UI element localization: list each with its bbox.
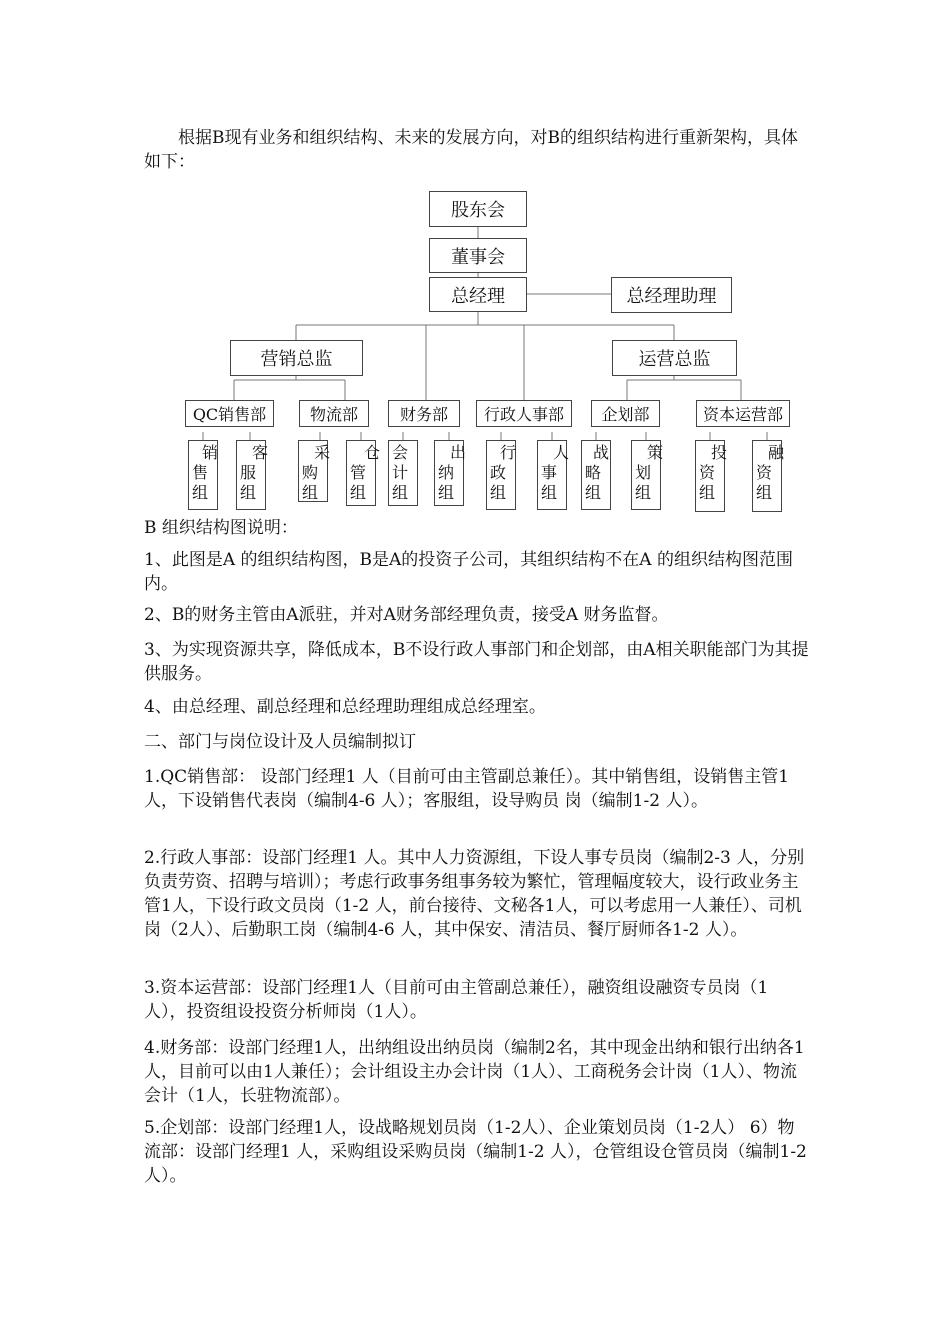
note-2: 2、B的财务主管由A派驻，并对A财务部经理负责，接受A 财务监督。	[144, 605, 669, 625]
group-hr: 人 事 组	[537, 440, 567, 510]
intro-paragraph: 根据B现有业务和组织结构、未来的发展方向，对B的组织结构进行重新架构，具体如下：	[144, 128, 798, 172]
note-1: 1、此图是A 的组织结构图，B是A的投资子公司，其组织结构不在A 的组织结构图范围内。	[144, 550, 793, 594]
gm-assistant-box: 总经理助理	[611, 277, 732, 313]
dept-logistics: 物流部	[299, 400, 369, 427]
group-finance: 融 资 组	[752, 440, 782, 512]
section2-item-2: 2.行政人事部：设部门经理1 人。其中人力资源组，下设人事专员岗（编制2-3 人，分别负责劳资、招聘与培训）；考虑行政事务组事务较为繁忙，管理幅度较大，设行政业务主管1人，下设行政文员岗（1-2 人，前台接待、文秘各1人，可以考虑用一人兼任）、司机岗（2人）、后勤职工岗（编制4-6 人，其中保安、清洁员、餐厅厨师各1-2 人）。	[144, 848, 805, 940]
shareholders-box: 股东会	[429, 191, 527, 227]
group-invest: 投 资 组	[695, 440, 725, 512]
group-admin: 行 政 组	[486, 440, 516, 510]
dept-planning: 企划部	[591, 400, 660, 427]
group-warehouse: 仓 管 组	[346, 440, 376, 506]
dept-admin-hr: 行政人事部	[476, 400, 572, 427]
group-sales: 销 售 组	[188, 440, 218, 510]
section2-item-3: 3.资本运营部：设部门经理1人（目前可由主管副总兼任），融资组设融资专员岗（1人），投资组设投资分析师岗（1人）。	[144, 978, 769, 1022]
group-plan: 策 划 组	[631, 440, 661, 510]
board-box: 董事会	[429, 238, 527, 273]
section2-item-5: 5.企划部：设部门经理1人，设战略规划员岗（1-2人）、企业策划员岗（1-2人） 6）物流部：设部门经理1 人，采购组设采购员岗（编制1-2 人），仓管组设仓管员岗（编制1-2人）。	[144, 1118, 807, 1186]
operations-director-box: 运营总监	[612, 340, 737, 376]
section2-item-1: 1.QC销售部： 设部门经理1 人（目前可由主管副总兼任）。其中销售组，设销售主管1 人，下设销售代表岗（编制4-6 人）；客服组，设导购员 岗（编制1-2 人）。	[144, 767, 790, 811]
marketing-director-box: 营销总监	[230, 340, 363, 376]
group-purchase: 采 购 组	[298, 440, 328, 502]
note-3: 3、为实现资源共享，降低成本，B不设行政人事部门和企划部，由A相关职能部门为其提供服务。	[144, 640, 809, 684]
general-manager-box: 总经理	[429, 277, 527, 312]
org-chart	[0, 0, 950, 520]
dept-qc-sales: QC销售部	[185, 400, 274, 427]
group-service: 客 服 组	[236, 440, 266, 510]
section2-title: 二、部门与岗位设计及人员编制拟订	[144, 732, 416, 752]
notes-title: B 组织结构图说明：	[144, 518, 298, 538]
group-accounting: 会 计 组	[388, 440, 418, 506]
dept-capital: 资本运营部	[696, 400, 790, 427]
note-4: 4、由总经理、副总经理和总经理助理组成总经理室。	[144, 697, 546, 717]
dept-finance: 财务部	[388, 400, 460, 427]
group-cashier: 出 纳 组	[434, 440, 464, 506]
group-strategy: 战 略 组	[581, 440, 611, 510]
section2-item-4: 4.财务部：设部门经理1人，出纳组设出纳员岗（编制2名，其中现金出纳和银行出纳各1人，目前可以由1人兼任）；会计组设主办会计岗（1人）、工商税务会计岗（1人）、物流会计（1人，长驻物流部）。	[144, 1038, 805, 1106]
